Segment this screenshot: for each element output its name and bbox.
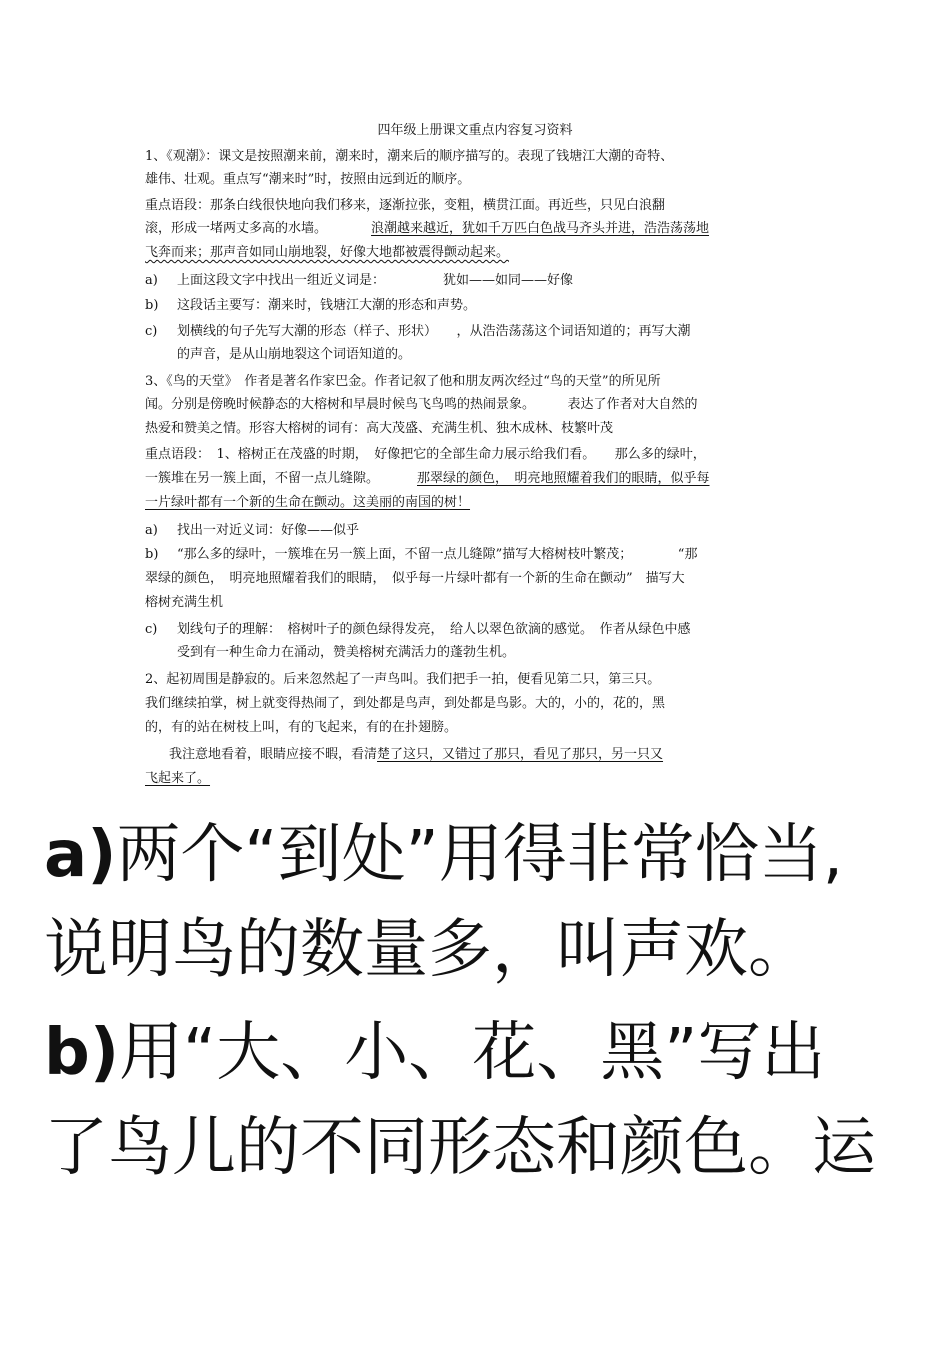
s3-line-1: 3、《鸟的天堂》 作者是著名作家巴金。作者记叙了他和朋友两次经过“鸟的天堂”的所见所 (145, 374, 661, 389)
s3-line-2: 闻。分别是傍晚时候静态的大榕树和早晨时候鸟飞鸟鸣的热闹景象。 表达了作者对大自然的 (145, 397, 698, 412)
s1-line-2: 雄伟、壮观。重点写“潮来时”时，按照由远到近的顺序。 (145, 172, 471, 187)
s1-question-c: c) 划横线的句子先写大潮的形态（样子、形状） ，从浩浩荡荡这个词语知道的；再写大潮 (145, 324, 691, 339)
s3-question-b-cont-2: 榕树充满生机 (145, 595, 224, 610)
s1-answer-a: 犹如——如同——好像 (443, 273, 574, 288)
s1-key-line-2 (145, 217, 810, 240)
s1-question-c-cont: 的声音，是从山崩地裂这个词语知道的。 (177, 347, 412, 362)
s2-line-3: 的，有的站在树枝上叫，有的飞起来，有的在扑翅膀。 (145, 720, 458, 735)
s3-question-b: b) “那么多的绿叶，一簇堆在另一簇上面，不留一点儿缝隙”描写大榕树枝叶繁茂； “那 (145, 547, 698, 562)
s3-key-line-3 (145, 491, 810, 514)
s1-key-line-3 (145, 241, 810, 264)
s1-question-b: b) 这段话主要写：潮来时，钱塘江大潮的形态和声势。 (145, 298, 477, 313)
s1-key-text: 滚，形成一堵两丈多高的水墙。 (145, 221, 328, 236)
s3-key-line-2: 一簇堆在另一簇上面，不留一点儿缝隙。 那翠绿的颜色， 明亮地照耀着我们的眼睛，似乎每 (145, 471, 710, 486)
s3-question-c: c) 划线句子的理解： 榕树叶子的颜色绿得发亮， 给人以翠色欲滴的感觉。 作者从绿色中感 (145, 622, 691, 637)
page-title: 四年级上册课文重点内容复习资料 (377, 123, 573, 138)
s3-question-a: a) 找出一对近义词：好像——似乎 (145, 523, 360, 538)
big-answer-b-line-1: b)用“大、小、花、黑”写出 (44, 1016, 826, 1090)
s3-key-line-1: 重点语段： 1、榕树正在茂盛的时期， 好像把它的全部生命力展示给我们看。 那么多的绿叶， (145, 447, 706, 462)
big-answer-a-line-2: 说明鸟的数量多，叫声欢。 (44, 913, 812, 987)
big-answer-b-line-2: 了鸟儿的不同形态和颜色。运 (44, 1111, 876, 1185)
s2-line-2: 我们继续拍掌，树上就变得热闹了，到处都是鸟声，到处都是鸟影。大的，小的，花的，黑 (145, 696, 666, 711)
s3-underlined-sentence: 那翠绿的颜色， 明亮地照耀着我们的眼睛，似乎每 (417, 471, 710, 486)
big-answer-a-label: a) (44, 818, 117, 892)
s3-question-c-cont: 受到有一种生命力在涌动，赞美榕树充满活力的蓬勃生机。 (177, 645, 516, 660)
big-answer-b-label: b) (44, 1016, 120, 1090)
s1-wavy-sentence: 飞奔而来；那声音如同山崩地裂，好像大地都被震得颤动起来。 (145, 245, 510, 260)
s2-paragraph-line-1: 我注意地看着，眼睛应接不暇，看清楚了这只，又错过了那只，看见了那只，另一只又 (169, 747, 664, 762)
s1-underlined-sentence: 浪潮越来越近，犹如千万匹白色战马齐头并进，浩浩荡荡地 (371, 221, 710, 236)
s3-question-b-cont: 翠绿的颜色， 明亮地照耀着我们的眼睛， 似乎每一片绿叶都有一个新的生命在颤动” 描写大 (145, 571, 685, 586)
big-answer-a-line-1: a)两个“到处”用得非常恰当, (44, 818, 844, 892)
s1-question-a: a) 上面这段文字中找出一组近义词是： 犹如——如同——好像 (145, 273, 574, 288)
s3-line-3: 热爱和赞美之情。形容大榕树的词有：高大茂盛、充满生机、独木成林、枝繁叶茂 (145, 421, 614, 436)
s2-line-1: 2、起初周围是静寂的。后来忽然起了一声鸟叫。我们把手一拍，便看见第二只，第三只。 (145, 672, 661, 687)
s2-underlined-sentence: 楚了这只，又错过了那只，看见了那只，另一只又 (377, 747, 664, 762)
s1-line-1: 1、《观潮》：课文是按照潮来前，潮来时，潮来后的顺序描写的。表现了钱塘江大潮的奇特、 (145, 149, 674, 164)
s3-underlined-sentence-2: 一片绿叶都有一个新的生命在颤动。这美丽的南国的树！ (145, 495, 471, 510)
s1-key-line-1: 重点语段：那条白线很快地向我们移来，逐渐拉张，变粗，横贯江面。再近些，只见白浪翻 (145, 198, 666, 213)
s2-paragraph-line-2: 飞起来了。 (145, 771, 211, 786)
